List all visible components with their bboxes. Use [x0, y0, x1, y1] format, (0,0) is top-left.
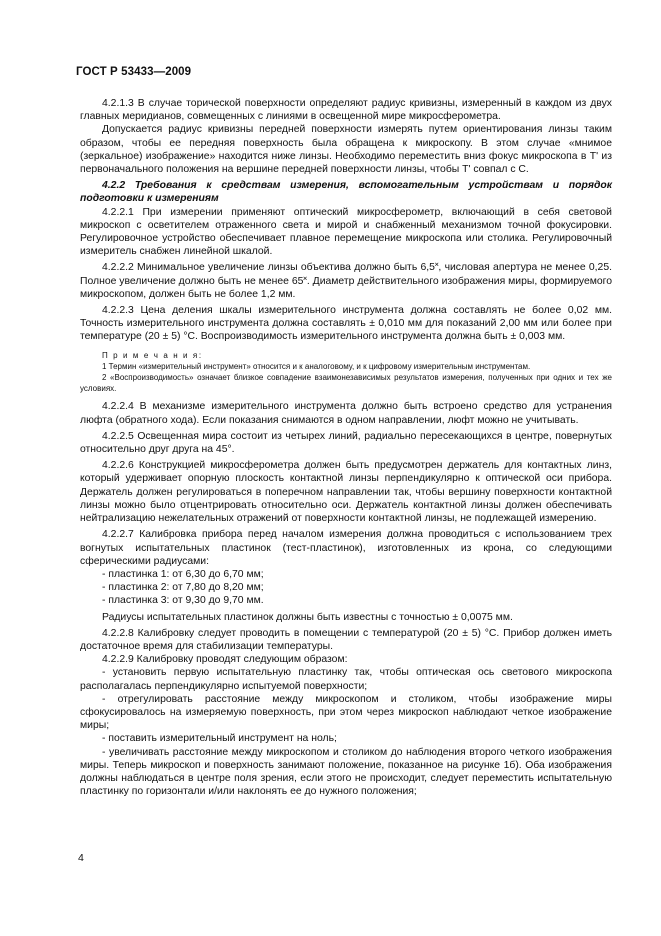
page-number: 4	[78, 852, 84, 864]
notes-block	[80, 350, 612, 395]
note-item-2: 2 «Воспроизводимость» означает близкое совпадение взаимонезависимых результатов измерения, полученных при одних и тех же условиях.	[80, 373, 612, 394]
note-item-1: 1 Термин «измерительный инструмент» относится и к аналоговому, и к цифровому измерительным инструментам.	[102, 361, 531, 371]
calibration-step-1: - установить первую испытательную пластинку так, чтобы оптическая ось светового микроскопа располагалась перпендикулярно испытуемой поверхности;	[80, 667, 612, 692]
calibration-step-2: - отрегулировать расстояние между микроскопом и столиком, чтобы изображение миры сфокусировалось на измеряемую поверхность, при этом через микроскоп наблюдают четкое изображение миры;	[80, 693, 612, 732]
document-header: ГОСТ Р 53433—2009	[76, 66, 192, 78]
paragraph-4-2-2-4: 4.2.2.4 В механизме измерительного инструмента должно быть встроено средство для устранения люфта (обратного хода). Если показания снимаются в одном направлении, люфт можно не учитывать.	[80, 401, 612, 426]
paragraph-4-2-2-8: 4.2.2.8 Калибровку следует проводить в помещении с температурой (20 ± 5) °С. Прибор должен иметь достаточное время для стабилизации температуры.	[80, 627, 612, 652]
plate-item-2: - пластинка 2: от 7,80 до 8,20 мм;	[102, 582, 264, 594]
paragraph-front-surface: Допускается радиус кривизны передней поверхности измерять путем ориентирования линзы таким образом, чтобы ее передняя поверхность была обращена к микроскопу. В этом случае «мнимое (зеркальное) изображение» находится ниже линзы. Необходимо переместить вниз фокус микроскопа в T' из первоначального положения на вершине передней поверхности линзы, чтобы T' совпал с C.	[80, 124, 612, 176]
plate-item-1: - пластинка 1: от 6,30 до 6,70 мм;	[102, 568, 264, 580]
paragraph-4-2-2-7: 4.2.2.7 Калибровка прибора перед началом измерения должна проводиться с использованием трех вогнутых испытательных пластинок (тест-пластинок), изготовленных из крона, со следующими сферическими радиусами:	[80, 529, 612, 567]
paragraph-4-2-2-3: 4.2.2.3 Цена деления шкалы измерительного инструмента должна составлять не более 0,02 мм. Точность измерительного инструмента должна составлять ± 0,010 мм для показаний 2,00 мм или более при температуре (20 ± 5) °С. Воспроизводимость измерительного инструмента должна быть ± 0,003 мм.	[80, 305, 612, 343]
paragraph-4-2-2-1: 4.2.2.1 При измерении применяют оптический микросферометр, включающий в себя световой микроскоп с осветителем отраженного света и мирой и снабженный механизмом точной фокусировки. Регулировочное устройство обеспечивает плавное перемещение микроскопа или столика. Регулировочный измеритель снабжен линейной шкалой.	[80, 206, 612, 258]
paragraph-4-2-2-9: 4.2.2.9 Калибровку проводят следующим образом:	[102, 654, 348, 666]
paragraph-4-2-1-3: 4.2.1.3 В случае торической поверхности определяют радиус кривизны, измеренный в каждом из двух главных меридианов, совмещенных с линиями в освещенной мире микросферометра.	[80, 98, 612, 123]
section-heading-4-2-2: 4.2.2 Требования к средствам измерения, вспомогательным устройствам и порядок подготовки к измерениям	[80, 180, 612, 205]
paragraph-4-2-2-5: 4.2.2.5 Освещенная мира состоит из четырех линий, радиально пересекающихся в центре, повернутых относительно друг друга на 45°.	[80, 430, 612, 456]
paragraph-plate-accuracy: Радиусы испытательных пластинок должны быть известны с точностью ± 0,0075 мм.	[102, 611, 513, 623]
notes-title: П р и м е ч а н и я:	[102, 350, 203, 360]
document-body	[80, 97, 612, 798]
paragraph-4-2-2-6: 4.2.2.6 Конструкцией микросферометра должен быть предусмотрен держатель для контактных линз, который удерживает опорную плоскость контактной линзы перпендикулярно к оптической оси прибора. Держатель должен регулироваться в поперечном направлении так, чтобы вершину поверхности контактной линзы можно было отцентрировать относительно оси. Держатель контактной линзы должен обеспечивать нейтрализацию нежелательных отражений от поверхности контактной линзы, не подлежащей измерению.	[80, 460, 612, 525]
paragraph-4-2-2-2: 4.2.2.2 Минимальное увеличение линзы объектива должно быть 6,5˟, числовая апертура не менее 0,25. Полное увеличение должно быть не менее 65˟. Диаметр действительного изображения миры, формируемого микроскопом, должен быть не более 1,2 мм.	[80, 262, 612, 300]
calibration-step-3: - поставить измерительный инструмент на ноль;	[102, 733, 337, 745]
calibration-step-4: - увеличивать расстояние между микроскопом и столиком до наблюдения второго четкого изображения миры. Теперь микроскоп и поверхность занимают положение, показанное на рисунке 1б). Оба изображения должны наблюдаться в центре поля зрения, если этого не происходит, следует переместить испытательную пластинку по горизонтали и/или наклонять ее до нужного положения;	[80, 746, 612, 798]
plate-item-3: - пластинка 3: от 9,30 до 9,70 мм.	[102, 595, 264, 607]
